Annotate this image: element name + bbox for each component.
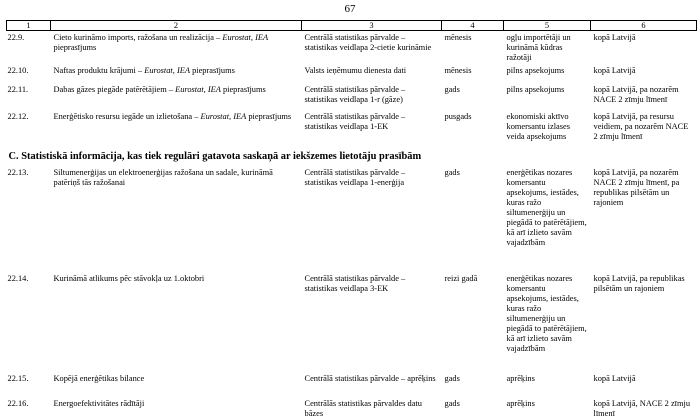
frequency: mēnesis — [444, 33, 472, 42]
row-description: Kopējā enerģētikas bilance — [53, 373, 145, 383]
collection-method: aprēķins — [506, 373, 535, 383]
coverage: kopā Latvijā, pa resursu veidiem, pa nozarēm NACE 2 zīmju līmenī — [593, 111, 689, 141]
coverage: kopā Latvijā, pa republikas pilsētām un rajoniem — [593, 273, 685, 293]
data-source: Centrālā statistikas pārvalde – statistikas veidlapa 3-EK — [304, 273, 406, 293]
frequency: gads — [444, 84, 460, 94]
collection-method: enerģētikas nozares komersantu apsekojums, iestādes, kuras ražo siltumenerģiju un piegādā to patērētājiem, kā arī izlieto savām vajadzībām — [506, 167, 587, 247]
row-description: Kurināmā atlikums pēc stāvokļa uz 1.oktobri — [53, 273, 205, 283]
row-number: 22.14. — [7, 273, 29, 283]
row-description: Cieto kurināmo imports, ražošana un realizācija – Eurostat, IEA pieprasījums — [53, 33, 269, 52]
collection-method: pilns apsekojums — [506, 65, 565, 75]
coverage: kopā Latvijā, pa nozarēm NACE 2 zīmju līmenī — [593, 84, 679, 104]
coverage: kopā Latvijā, NACE 2 zīmju līmenī — [593, 398, 691, 418]
table-row — [7, 272, 697, 372]
table-row — [7, 64, 697, 83]
data-source: Centrālā statistikas pārvalde – statistikas veidlapa 1-r (gāze) — [304, 84, 406, 104]
frequency: reizi gadā — [444, 273, 478, 283]
collection-method: ekonomiski aktīvo komersantu izlases veida apsekojums — [506, 111, 570, 141]
coverage: kopā Latvijā, pa nozarēm NACE 2 zīmju līmenī, pa republikas pilsētām un rajoniem — [593, 167, 680, 207]
table-row — [7, 110, 697, 145]
row-number: 22.12. — [7, 111, 29, 121]
section-heading: C. Statistiskā informācija, kas tiek regulāri gatavota saskaņā ar iekšzemes lietotāju prasībām — [8, 150, 422, 162]
row-number: 22.10. — [7, 65, 29, 75]
column-number: 3 — [302, 21, 442, 31]
column-number-header — [7, 21, 697, 31]
table-row — [7, 397, 697, 419]
row-description: Siltumenerģijas un elektroenerģijas ražošana un sadale, kurināmā patēriņš tās ražošanai — [53, 167, 273, 187]
section-heading-row — [7, 145, 697, 166]
row-number: 22.9. — [7, 33, 25, 42]
collection-method: aprēķins — [506, 398, 535, 408]
row-number: 22.15. — [7, 373, 29, 383]
coverage: kopā Latvijā — [593, 33, 636, 42]
column-number: 1 — [7, 21, 51, 31]
data-source: Centrālā statistikas pārvalde – aprēķins — [304, 373, 436, 383]
table-row — [7, 372, 697, 397]
collection-method: pilns apsekojums — [506, 84, 565, 94]
table-row — [7, 83, 697, 110]
row-description: Enerģētisko resursu iegāde un izlietošana – Eurostat, IEA pieprasījums — [53, 111, 292, 121]
frequency: gads — [444, 398, 460, 408]
data-source: Valsts ieņēmumu dienesta dati — [304, 65, 407, 75]
frequency: pusgads — [444, 111, 472, 121]
statistics-table — [6, 20, 697, 419]
table-row — [7, 166, 697, 272]
row-number: 22.11. — [7, 84, 29, 94]
frequency: gads — [444, 373, 460, 383]
coverage: kopā Latvijā — [593, 65, 636, 75]
column-number: 4 — [442, 21, 504, 31]
table-row — [7, 31, 697, 64]
row-number: 22.13. — [7, 167, 29, 177]
data-source: Centrālā statistikas pārvalde – statistikas veidlapa 1-EK — [304, 111, 406, 131]
coverage: kopā Latvijā — [593, 373, 636, 383]
collection-method: ogļu importētāji un kurināmā kūdras ražotāji — [506, 33, 571, 62]
row-description: Dabas gāzes piegāde patērētājiem – Eurostat, IEA pieprasījums — [53, 84, 266, 94]
data-source: Centrālā statistikas pārvalde – statistikas veidlapa 1-enerģija — [304, 167, 406, 187]
row-description: Energoefektivitātes rādītāji — [53, 398, 145, 408]
column-number: 2 — [51, 21, 302, 31]
data-source: Centrālās statistikas pārvaldes datu bāzes — [304, 398, 422, 418]
frequency: gads — [444, 167, 460, 177]
column-number: 5 — [504, 21, 591, 31]
row-number: 22.16. — [7, 398, 29, 408]
page-number: 67 — [344, 3, 356, 15]
column-number: 6 — [591, 21, 697, 31]
frequency: mēnesis — [444, 65, 472, 75]
collection-method: enerģētikas nozares komersantu apsekojums, iestādes, kuras ražo siltumenerģiju un piegādā to patērētājiem, kā arī izlieto savām vajadzībām — [506, 273, 587, 353]
data-source: Centrālā statistikas pārvalde – statistikas veidlapa 2-cietie kurināmie — [304, 33, 432, 52]
row-description: Naftas produktu krājumi – Eurostat, IEA pieprasījums — [53, 65, 235, 75]
